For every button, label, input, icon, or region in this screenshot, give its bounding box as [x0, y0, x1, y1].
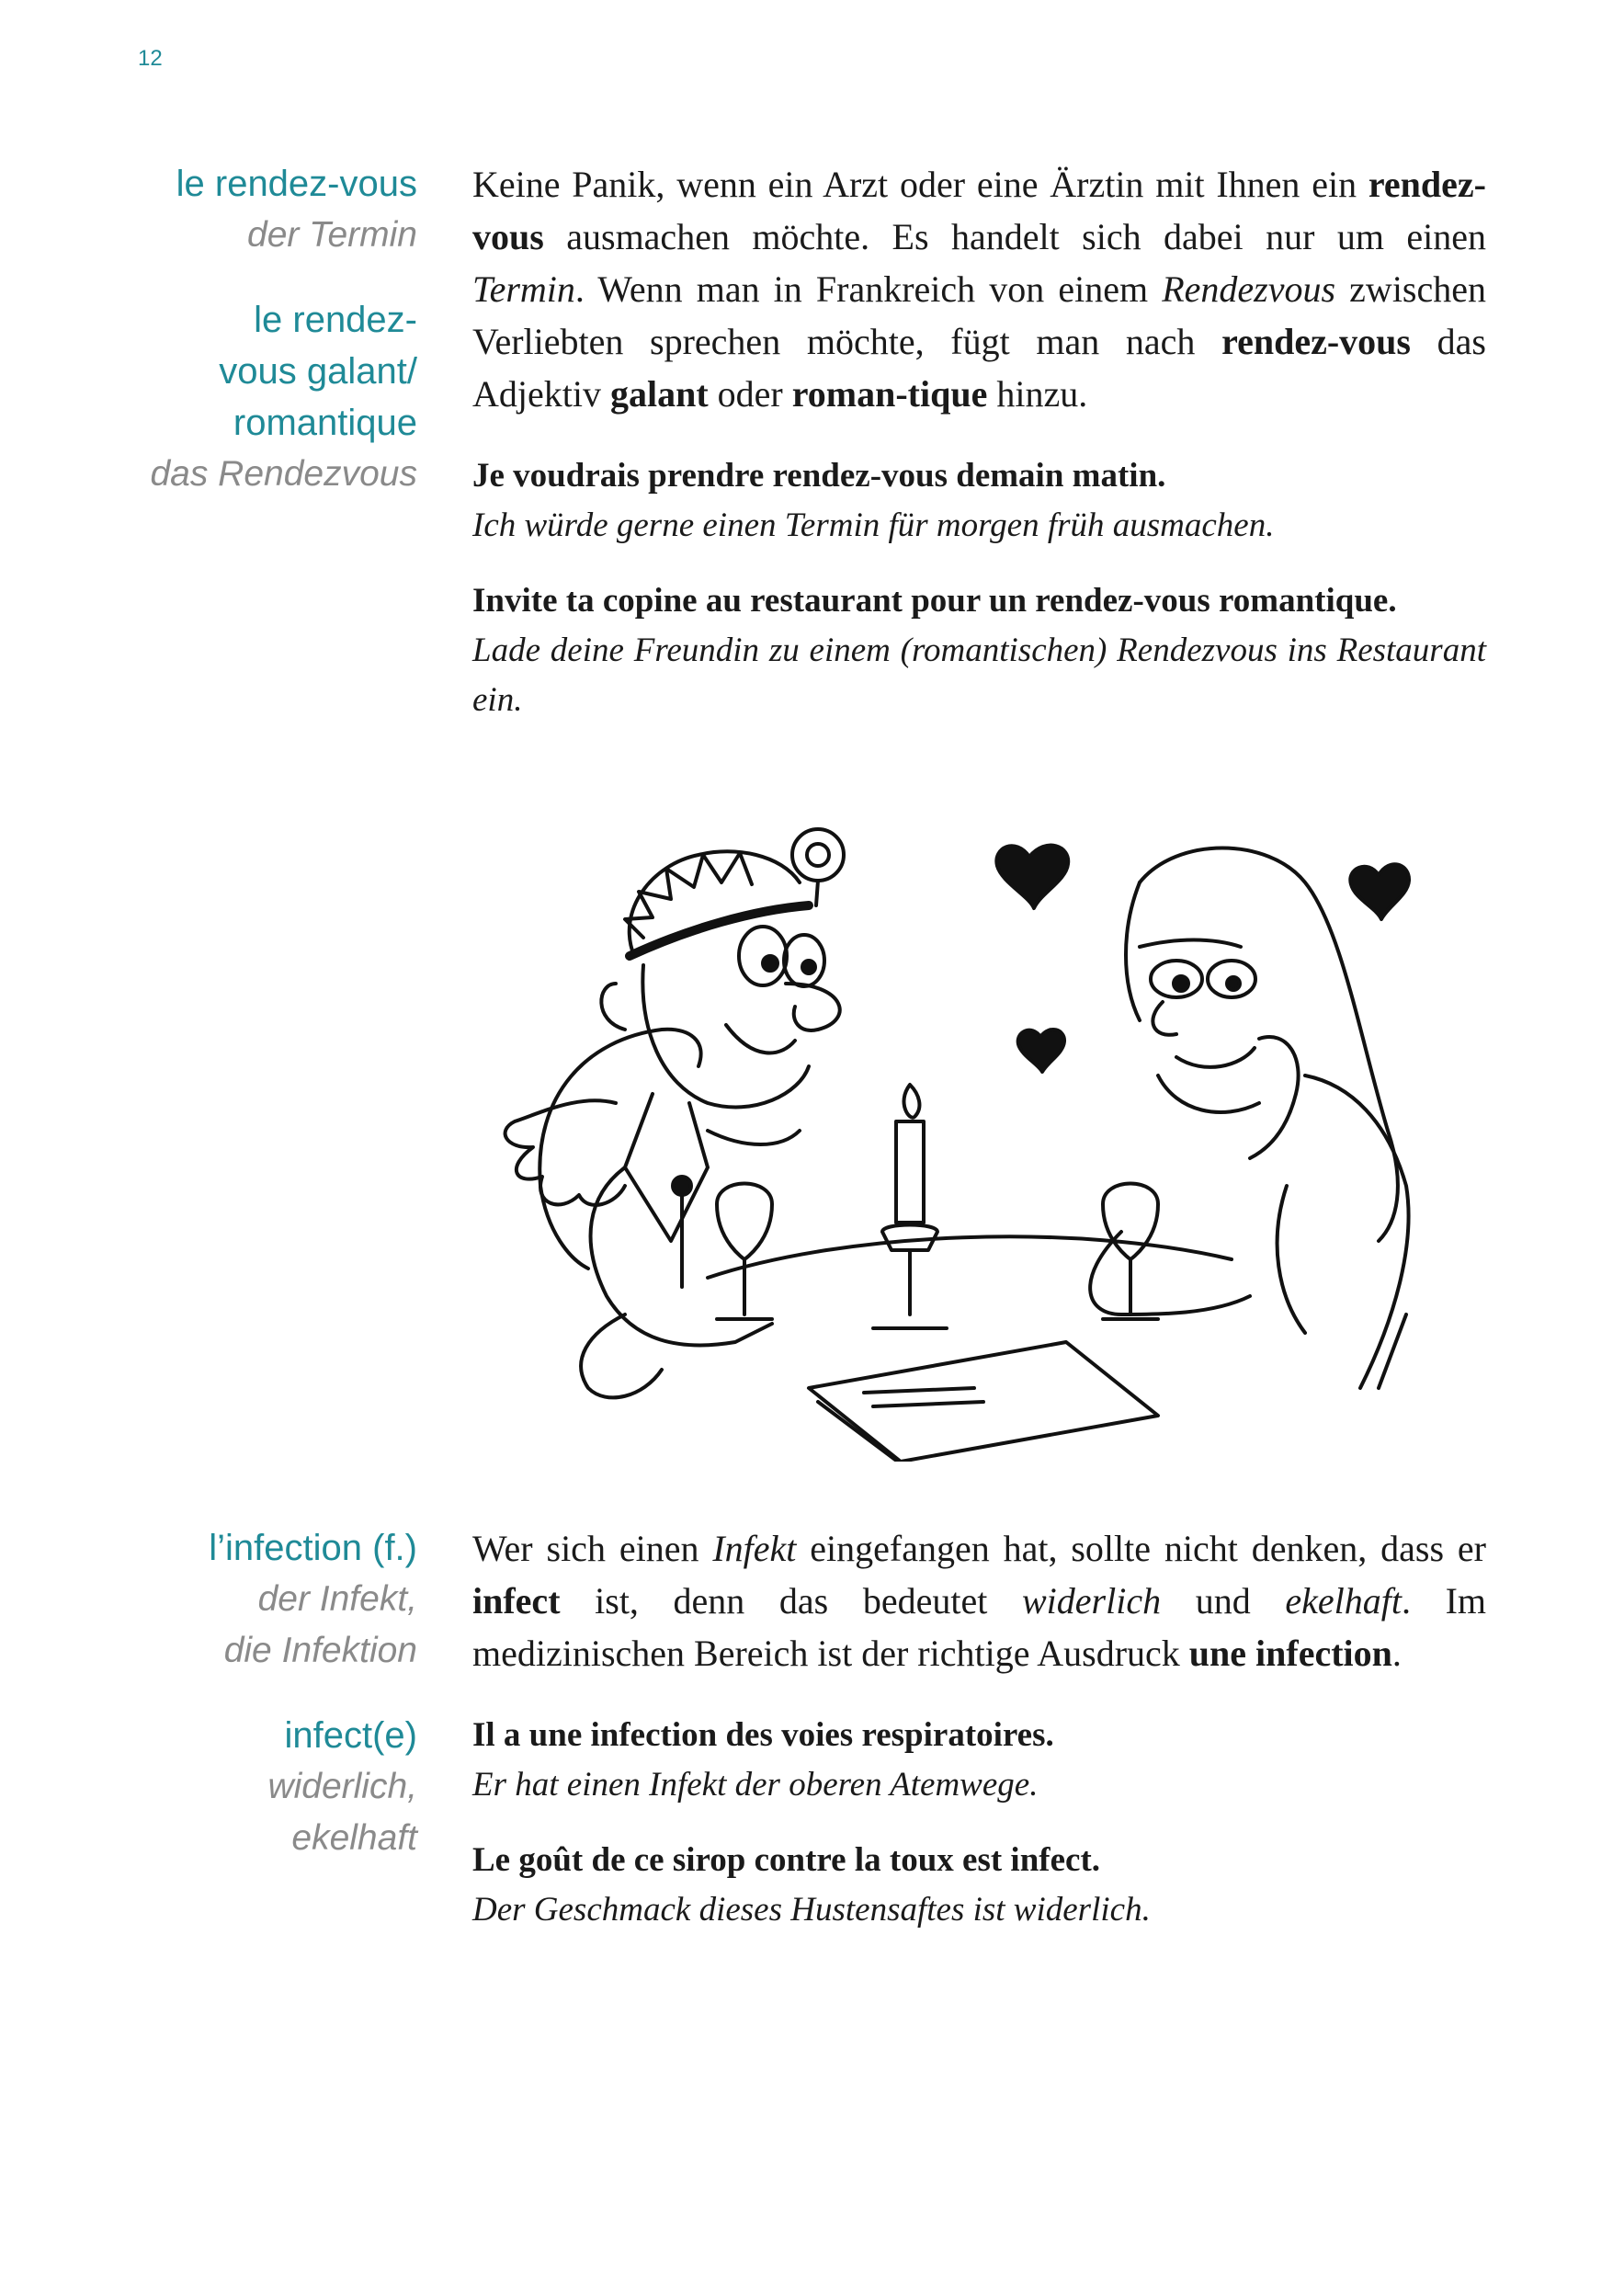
example-2	[472, 576, 1486, 725]
term: vous galant/	[219, 351, 417, 392]
example-french: Il a une infection des voies respiratoires.	[472, 1716, 1054, 1754]
heart-icon	[1350, 864, 1409, 919]
doctor-date-illustration	[478, 800, 1507, 1462]
margin-glossary-2	[92, 1522, 417, 1864]
gloss: widerlich,	[267, 1767, 417, 1806]
term: infect(e)	[284, 1715, 417, 1756]
section-rendezvous	[472, 158, 1486, 725]
example-1	[472, 1711, 1486, 1810]
margin-glossary-1	[92, 158, 417, 500]
example-french: Le goût de ce sirop contre la toux est infect.	[472, 1841, 1101, 1879]
example-german: Lade deine Freundin zu einem (romantischen) Rendezvous ins Restaurant ein.	[472, 632, 1486, 719]
page-number: 12	[138, 46, 163, 71]
term: l’infection (f.)	[209, 1528, 417, 1568]
term: le rendez-vous	[176, 164, 417, 204]
example-1	[472, 451, 1486, 551]
gloss: die Infektion	[223, 1631, 417, 1670]
body-paragraph: Keine Panik, wenn ein Arzt oder eine Ärztin mit Ihnen ein rendez-vous ausmachen möchte. Es handelt sich dabei nur um einen Termin. Wenn man in Frankreich von einem Rendezvous zwischen Verliebten sprechen möchte, fügt man nach rendez-vous das Adjektiv galant oder roman-tique hinzu.	[472, 164, 1486, 415]
gloss: der Termin	[247, 215, 417, 255]
gloss: ekelhaft	[291, 1818, 417, 1858]
example-french: Je voudrais prendre rendez-vous demain matin.	[472, 457, 1166, 495]
term: romantique	[233, 403, 417, 443]
term: le rendez-	[254, 300, 417, 340]
example-2	[472, 1836, 1486, 1935]
heart-icon	[996, 846, 1068, 908]
gloss: das Rendezvous	[150, 454, 417, 494]
example-german: Ich würde gerne einen Termin für morgen früh ausmachen.	[472, 506, 1275, 544]
body-paragraph: Wer sich einen Infekt eingefangen hat, sollte nicht denken, dass er infect ist, denn das bedeutet widerlich und ekelhaft. Im medizinischen Bereich ist der richtige Ausdruck une infection.	[472, 1528, 1487, 1674]
example-german: Der Geschmack dieses Hustensaftes ist widerlich.	[472, 1891, 1151, 1929]
heart-icon	[1018, 1030, 1064, 1072]
gloss: der Infekt,	[257, 1579, 417, 1619]
section-infection	[472, 1522, 1486, 1935]
example-french: Invite ta copine au restaurant pour un rendez-vous romantique.	[472, 582, 1397, 620]
example-german: Er hat einen Infekt der oberen Atemwege.	[472, 1766, 1039, 1804]
